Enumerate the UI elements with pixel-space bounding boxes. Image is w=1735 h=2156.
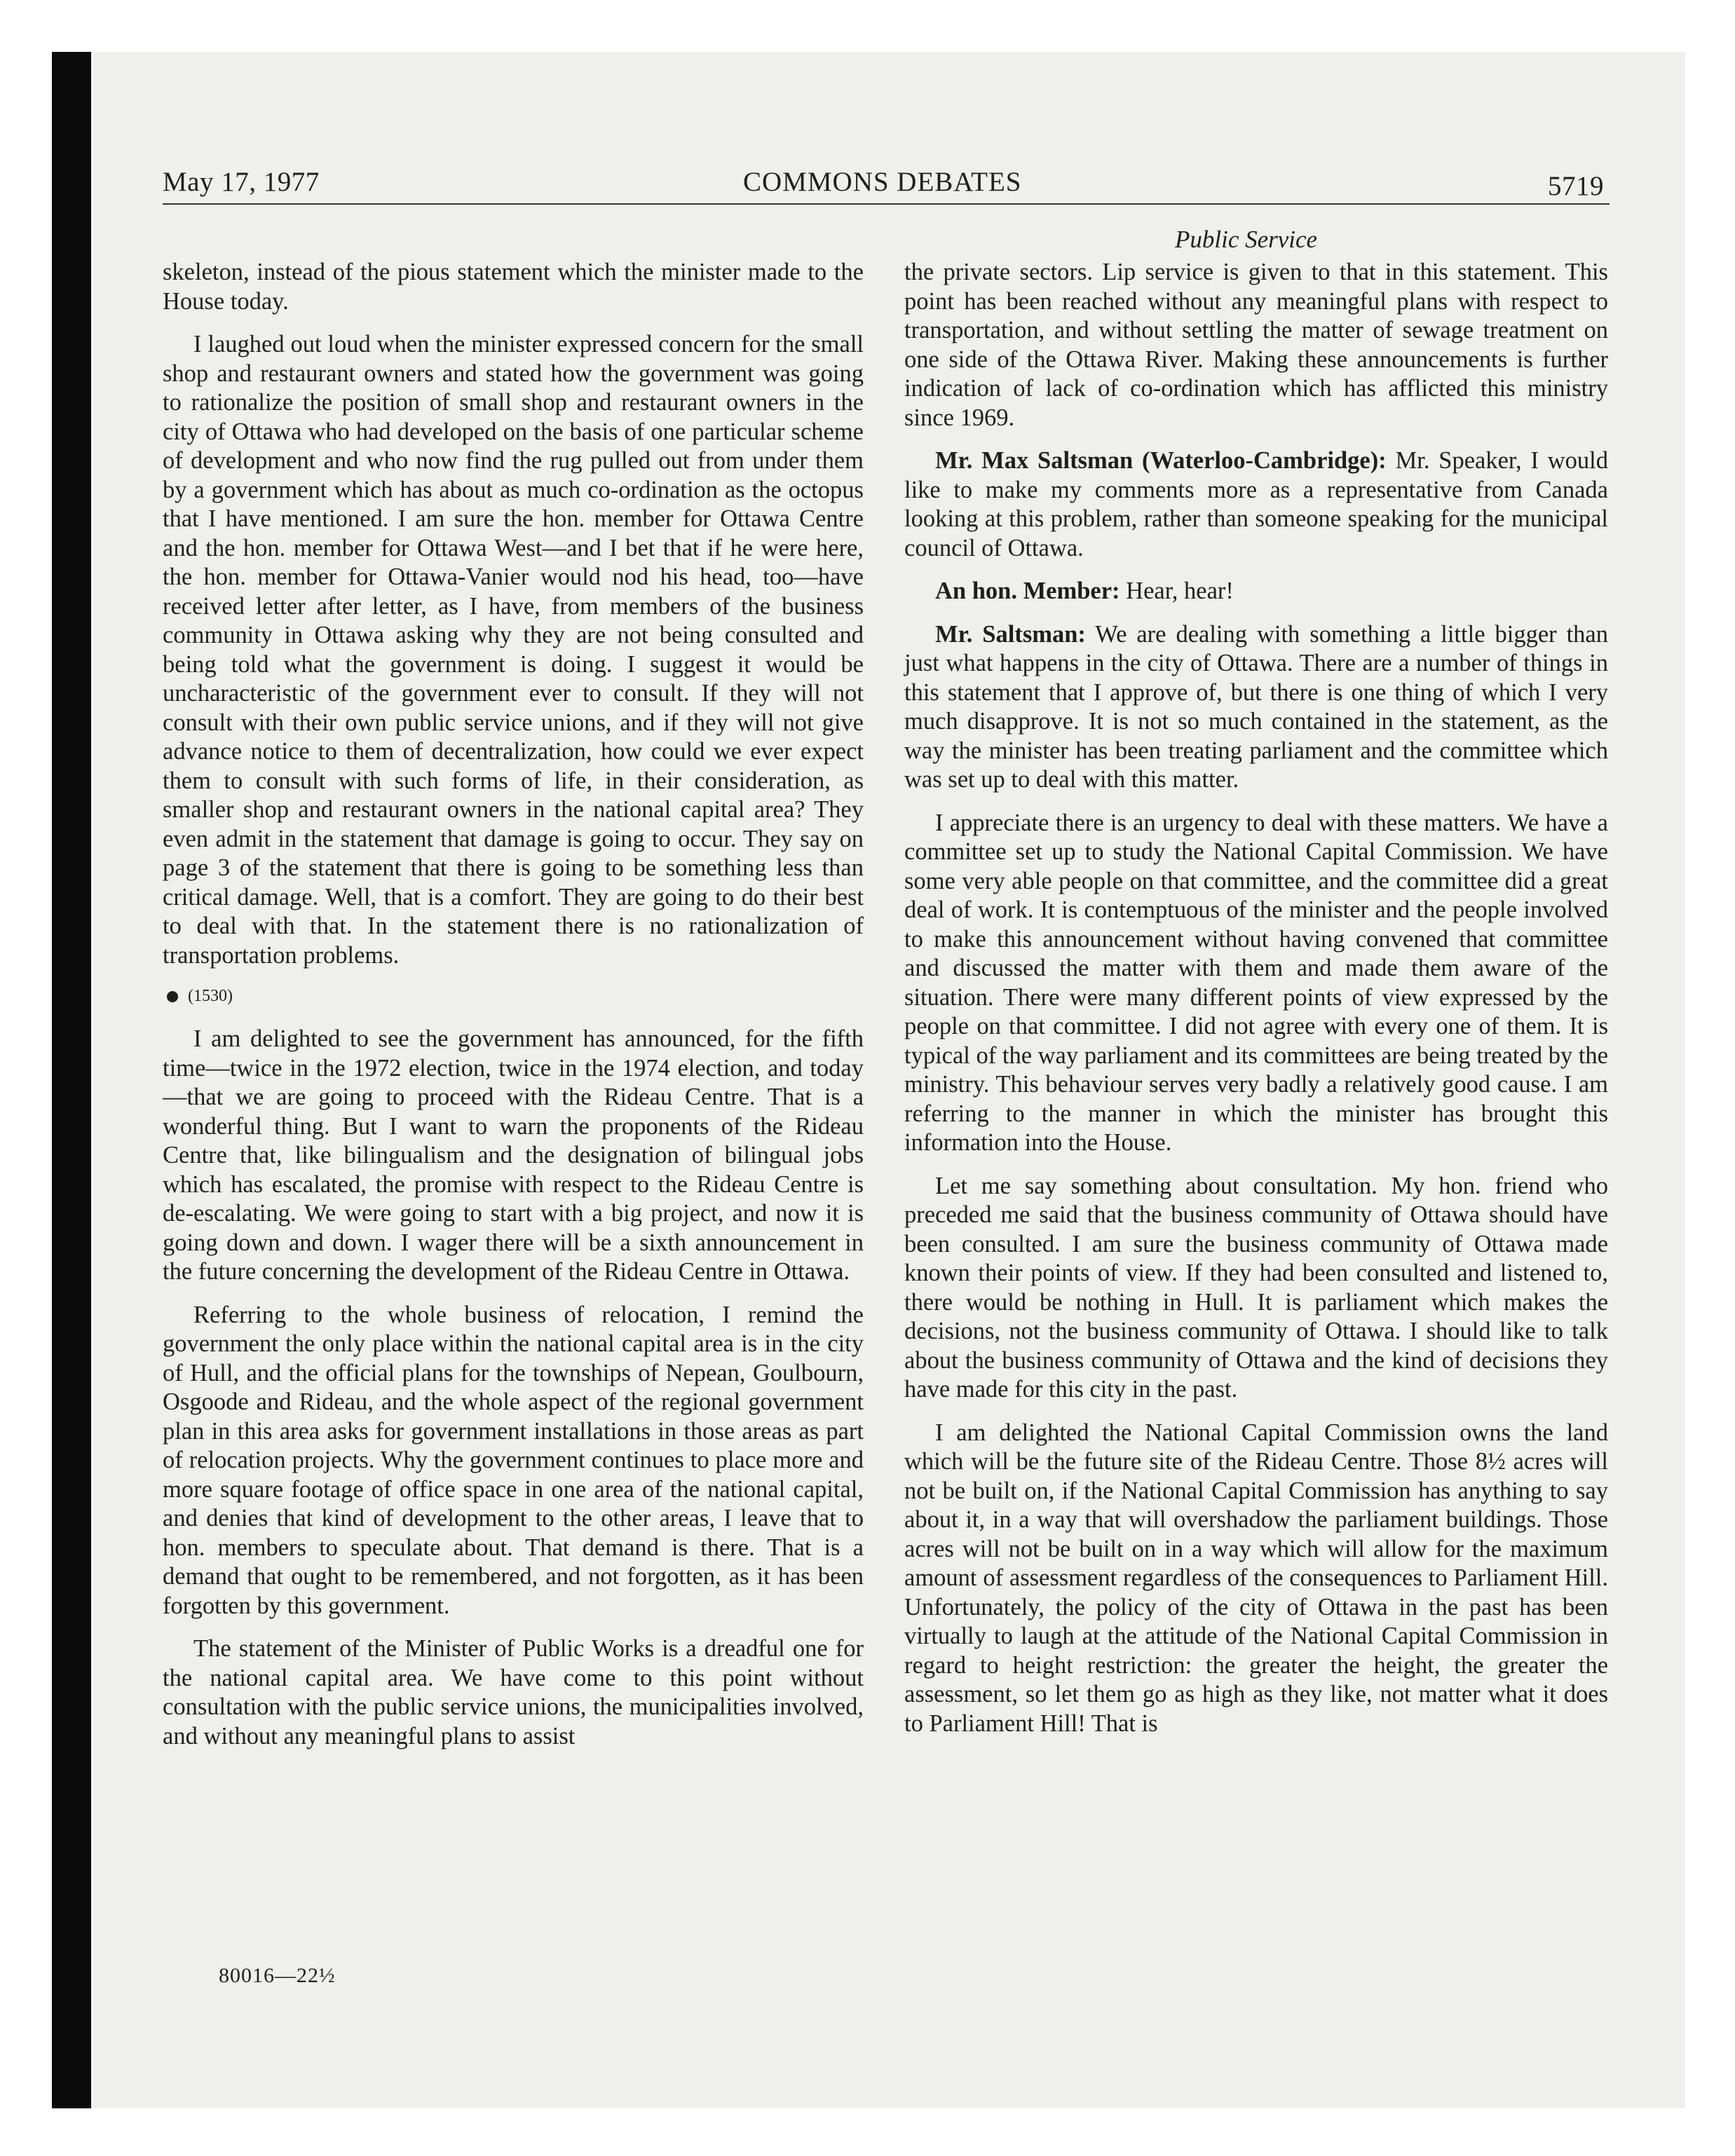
speech-paragraph xyxy=(904,446,1608,563)
paragraph: I appreciate there is an urgency to deal with these matters. We have a committee set up to study the National Capital Commission. We have some very able people on that committee, and the committee did a great deal of work. It is contemptuous of the minister and the people involved to make this announcement without having convened that committee and discussed the matter with them and made them aware of the situation. There were many different points of view expressed by the people on that committee. I did not agree with every one of them. It is typical of the way parliament and its committees are being treated by the ministry. This behaviour serves very badly a relatively good cause. I am referring to the manner in which the minister has brought this information into the House. xyxy=(904,809,1608,1156)
paragraph: I am delighted to see the government has announced, for the fifth time—twice in the 1972 election, twice in the 1974 election, and today—that we are going to proceed with the Rideau Centre. That is a wonderful thing. But I want to warn the proponents of the Rideau Centre that, like bilingualism and the designation of bilingual jobs which has escalated, the promise with respect to the Rideau Centre is de-escalating. We were going to start with a big project, and now it is going down and down. I wager there will be a sixth announcement in the future concerning the development of the Rideau Centre in Ottawa. xyxy=(163,1025,864,1285)
speaker-name: Mr. Max Saltsman (Waterloo-Cambridge): xyxy=(935,447,1387,474)
section-label: Public Service xyxy=(1175,226,1318,253)
header-title: COMMONS DEBATES xyxy=(743,167,1022,197)
paragraph: I am delighted the National Capital Commission owns the land which will be the future site of the Rideau Centre. Those 8½ acres will not be built on, if the National Capital Commission has anything to say about it, in a way that will overshadow the parliament buildings. Those acres will not be built on in a way which will allow for the maximum amount of assessment regardless of the consequences to Parliament Hill. Unfortunately, the policy of the city of Ottawa in the past has been virtually to laugh at the attitude of the National Capital Commission in regard to height restriction: the greater the height, the greater the assessment, so let them go as high as they like, not matter what it does to Parliament Hill! That is xyxy=(904,1419,1608,1737)
speech-text: We are dealing with something a little bigger than just what happens in the city of Ottawa. There are a number of things in this statement that I approve of, but there is one thing of which I very much disapprove. It is not so much contained in the statement, as the way the minister has been treating parliament and the committee which was set up to deal with this matter. xyxy=(904,620,1608,793)
right-column xyxy=(904,258,1608,1752)
speaker-name: Mr. Saltsman: xyxy=(935,620,1086,648)
speech-text: Mr. Speaker, I would like to make my comments more as a representative from Canada looking at this problem, rather than someone speaking for the municipal council of Ottawa. xyxy=(904,447,1609,561)
binding-edge xyxy=(52,52,91,2108)
speech-paragraph xyxy=(904,620,1608,795)
speech-paragraph xyxy=(904,577,1608,606)
page-number: 5719 xyxy=(1548,171,1604,201)
paragraph: I laughed out loud when the minister expressed concern for the small shop and restaurant owners and stated how the government was going to rationalize the position of small shop and restaurant owners in the city of Ottawa who had developed on the basis of one particular scheme of development and who now find the rug pulled out from under them by a government which has about as much co-ordination as the octopus that I have mentioned. I am sure the hon. member for Ottawa Centre and the hon. member for Ottawa West—and I bet that if he were here, the hon. member for Ottawa-Vanier would nod his head, too—have received letter after letter, as I have, from members of the business community in Ottawa asking why they are not being consulted and being told what the government is doing. I suggest it would be uncharacteristic of the government ever to consult. If they will not consult with their own public service unions, and if they will not give advance notice to them of decentralization, how could we ever expect them to consult with such forms of life, in their consideration, as smaller shop and restaurant owners in the national capital area? They even admit in the statement that damage is going to occur. They say on page 3 of the statement that there is going to be something less than critical damage. Well, that is a comfort. They are going to do their best to deal with that. In the statement there is no rationalization of transportation problems. xyxy=(163,331,864,969)
header-rule xyxy=(163,203,1610,205)
paragraph: The statement of the Minister of Public Works is a dreadful one for the national capital area. We have come to this point without consultation with the public service unions, the municipalities involved, and without any meaningful plans to assist xyxy=(163,1635,864,1749)
paragraph: the private sectors. Lip service is given to that in this statement. This point has been reached without any meaningful plans with respect to transportation, and without settling the matter of sewage treatment on one side of the Ottawa River. Making these announcements is further indication of lack of co-ordination which has afflicted this ministry since 1969. xyxy=(904,259,1608,431)
footer-code: 80016—22½ xyxy=(219,1964,336,1987)
paragraph: skeleton, instead of the pious statement which the minister made to the House today. xyxy=(163,259,864,315)
time-marker-label: (1530) xyxy=(188,987,233,1005)
left-column xyxy=(163,258,864,1765)
speech-text: Hear, hear! xyxy=(1126,578,1234,604)
paragraph: Let me say something about consultation. My hon. friend who preceded me said that the business community of Ottawa should have been consulted. I am sure the business community of Ottawa made known their points of view. If they had been consulted and listened to, there would be nothing in Hull. It is parliament which makes the decisions, not the business community of Ottawa. I should like to talk about the business community of Ottawa and the kind of decisions they have made for this city in the past. xyxy=(904,1172,1608,1403)
speaker-name: An hon. Member: xyxy=(935,578,1120,604)
header-date: May 17, 1977 xyxy=(163,167,320,197)
time-marker xyxy=(163,985,864,1007)
bullet-icon xyxy=(167,991,178,1002)
paragraph: Referring to the whole business of relocation, I remind the government the only place within the national capital area is in the city of Hull, and the official plans for the townships of Nepean, Goulbourn, Osgoode and Rideau, and the whole aspect of the regional government plan in this area asks for government installations in those areas as part of relocation projects. Why the government continues to place more and more square footage of office space in one area of the national capital, and denies that kind of development to the other areas, I leave that to hon. members to speculate about. That demand is there. That is a demand that ought to be remembered, and not forgotten, as it has been forgotten by this government. xyxy=(163,1301,864,1619)
